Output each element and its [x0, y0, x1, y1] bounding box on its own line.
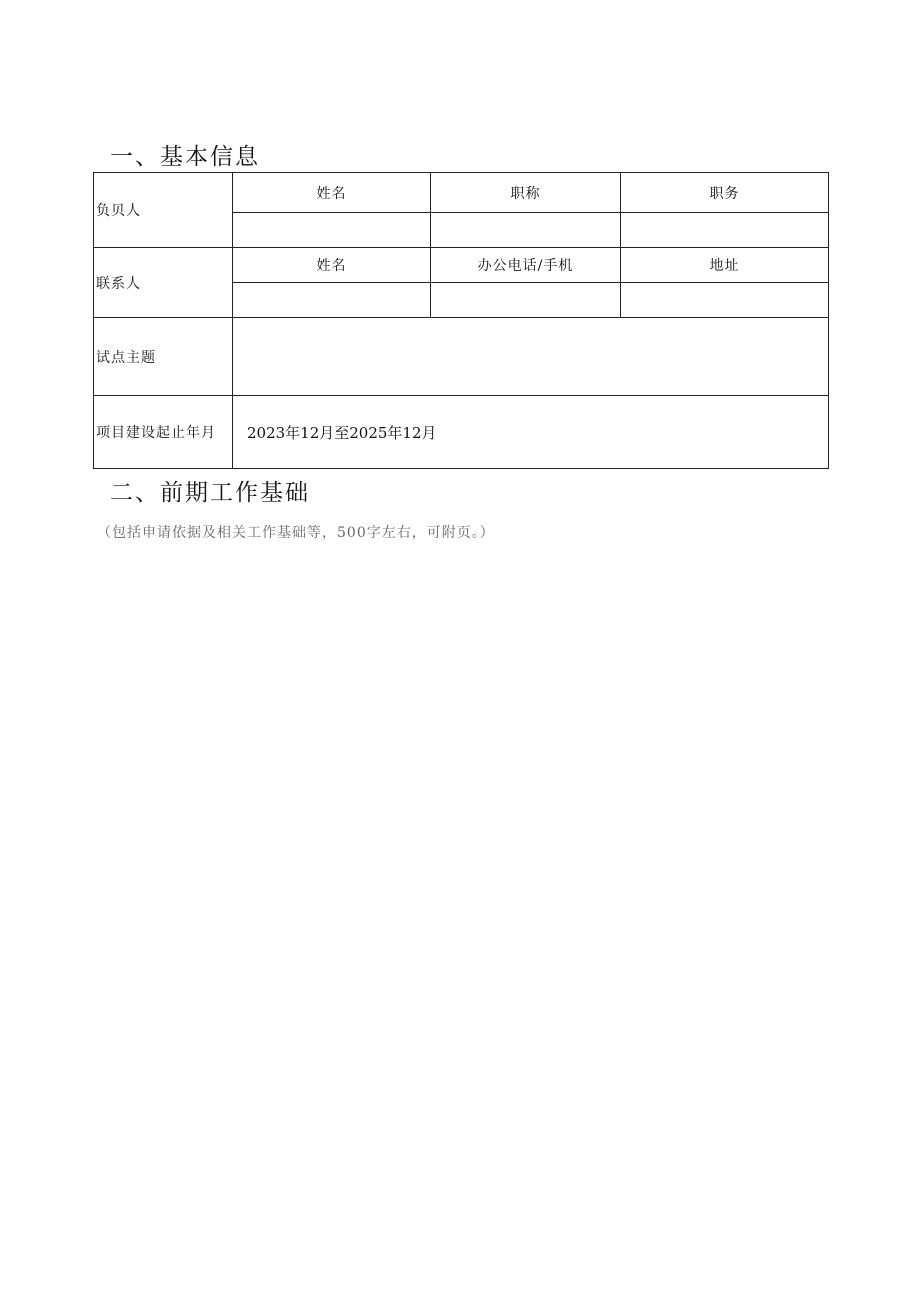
pilot-topic-label: 试点主题	[94, 318, 233, 396]
contact-name-field[interactable]	[233, 283, 431, 318]
responsible-title-header: 职称	[431, 173, 621, 213]
pilot-topic-field[interactable]	[233, 318, 829, 396]
contact-phone-field[interactable]	[431, 283, 621, 318]
responsible-position-field[interactable]	[621, 213, 829, 248]
responsible-name-header: 姓名	[233, 173, 431, 213]
responsible-position-header: 职务	[621, 173, 829, 213]
section-title-preliminary-work: 二、前期工作基础	[110, 480, 310, 506]
section-title-basic-info: 一、基本信息	[110, 144, 260, 170]
project-period-field[interactable]: 2023年12月至2025年12月	[233, 396, 829, 469]
preliminary-work-note: （包括申请依据及相关工作基础等，500字左右，可附页。）	[97, 525, 495, 541]
contact-address-header: 地址	[621, 248, 829, 283]
responsible-title-field[interactable]	[431, 213, 621, 248]
contact-name-header: 姓名	[233, 248, 431, 283]
responsible-person-label: 负贝人	[94, 173, 233, 248]
contact-address-field[interactable]	[621, 283, 829, 318]
contact-person-label: 联系人	[94, 248, 233, 318]
responsible-name-field[interactable]	[233, 213, 431, 248]
project-period-label: 项目建设起止年月	[94, 396, 233, 469]
basic-info-table	[93, 172, 829, 469]
contact-phone-header: 办公电话/手机	[431, 248, 621, 283]
